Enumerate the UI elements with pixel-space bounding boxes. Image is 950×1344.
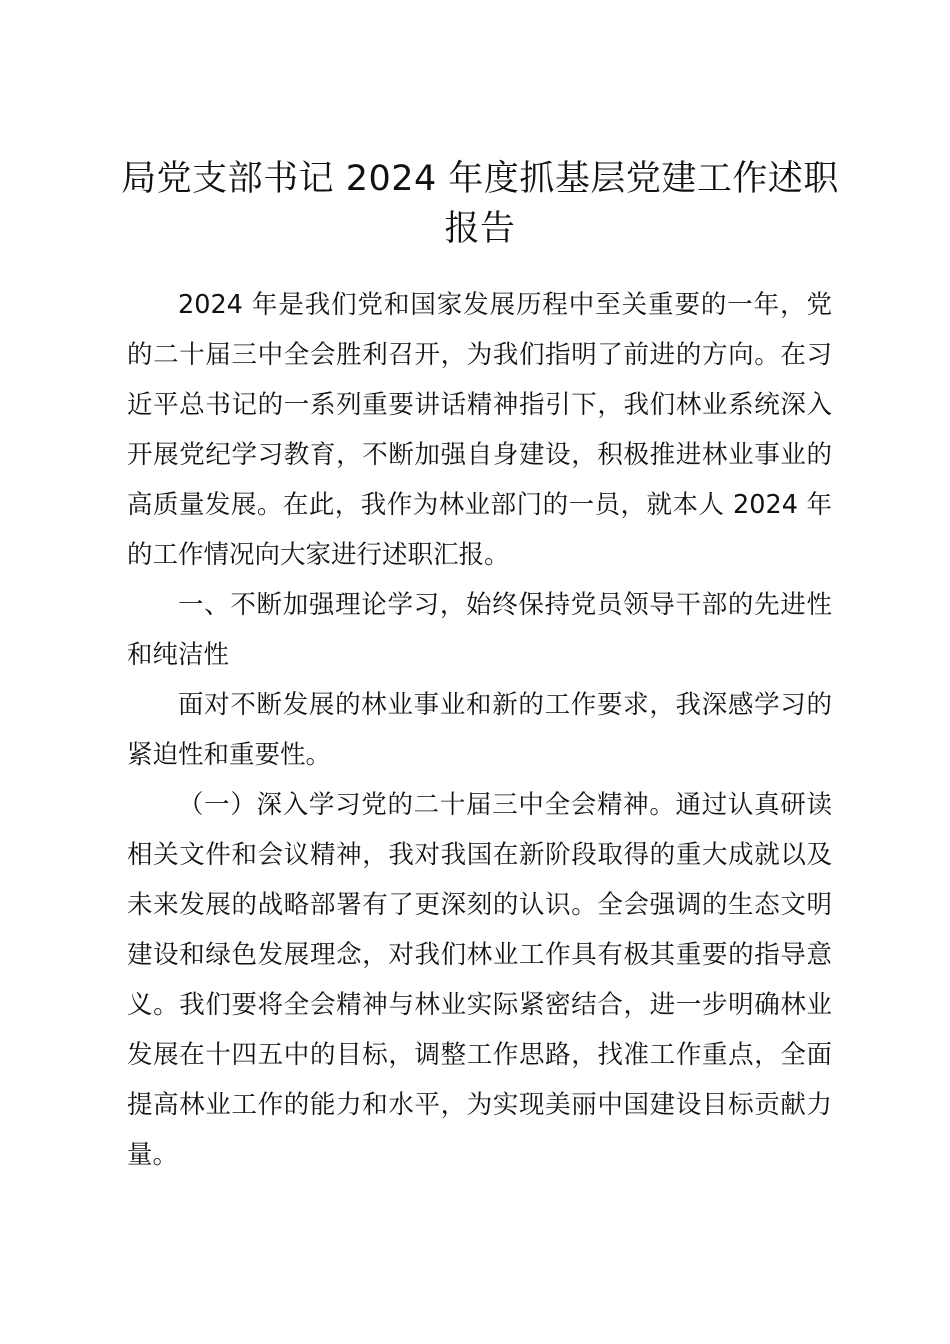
document-body (127, 280, 832, 1180)
document-title: 局党支部书记 2024 年度抓基层党建工作述职报告 (121, 159, 839, 249)
section-heading-1: 一、不断加强理论学习，始终保持党员领导干部的先进性和纯洁性 (127, 590, 832, 670)
paragraph-section-1-intro: 面对不断发展的林业事业和新的工作要求，我深感学习的紧迫性和重要性。 (127, 690, 832, 770)
paragraph-subsection-1: （一）深入学习党的二十届三中全会精神。通过认真研读相关文件和会议精神，我对我国在新阶段取得的重大成就以及未来发展的战略部署有了更深刻的认识。全会强调的生态文明建设和绿色发展理念，对我们林业工作具有极其重要的指导意义。我们要将全会精神与林业实际紧密结合，进一步明确林业发展在十四五中的目标，调整工作思路，找准工作重点，全面提高林业工作的能力和水平，为实现美丽中国建设目标贡献力量。 (127, 790, 832, 1170)
paragraph-intro: 2024 年是我们党和国家发展历程中至关重要的一年，党的二十届三中全会胜利召开，为我们指明了前进的方向。在习近平总书记的一系列重要讲话精神指引下，我们林业系统深入开展党纪学习教育，不断加强自身建设，积极推进林业事业的高质量发展。在此，我作为林业部门的一员，就本人 2024 年的工作情况向大家进行述职汇报。 (127, 290, 832, 570)
